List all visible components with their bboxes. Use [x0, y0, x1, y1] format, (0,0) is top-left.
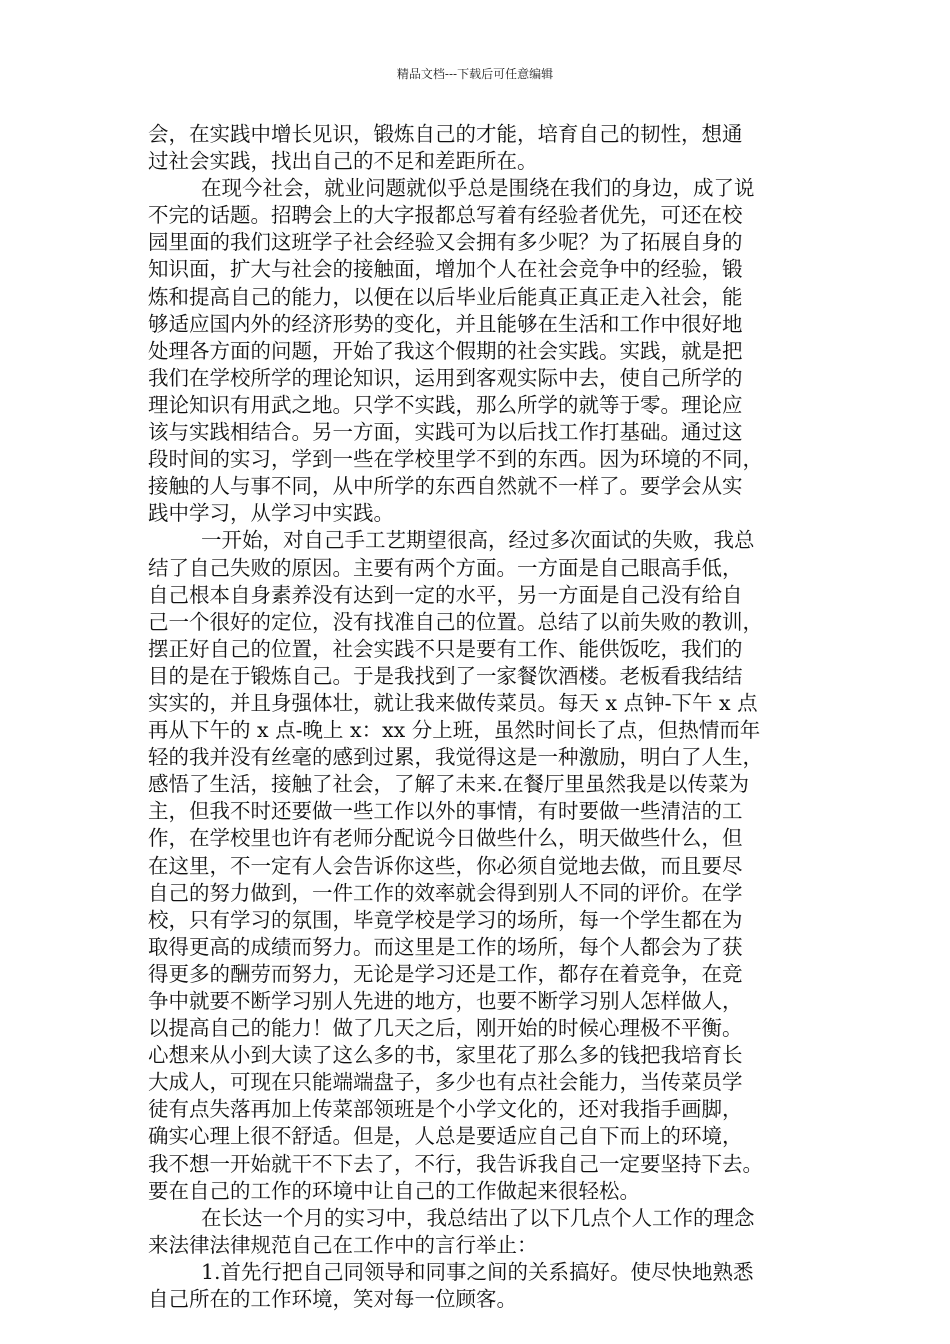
document-body	[148, 121, 830, 1313]
body-line: 作，在学校里也许有老师分配说今日做些什么，明天做些什么，但	[148, 826, 743, 851]
body-line: 在这里，不一定有人会告诉你这些，你必须自觉地去做，而且要尽	[148, 853, 743, 878]
paragraph-start-line: 在现今社会，就业问题就似乎总是围绕在我们的身边，成了说	[201, 176, 755, 201]
body-line: 实实的，并且身强体壮，就让我来做传菜员。每天 x 点钟-下午 x 点	[148, 690, 758, 715]
body-line: 炼和提高自己的能力，以便在以后毕业后能真正真正走入社会，能	[148, 284, 743, 309]
body-line: 要在自己的工作的环境中让自己的工作做起来很轻松。	[148, 1178, 640, 1203]
body-line: 过社会实践，找出自己的不足和差距所在。	[148, 149, 538, 174]
body-line: 再从下午的 x 点-晚上 x：xx 分上班，虽然时间长了点，但热情而年	[148, 718, 761, 743]
paragraph-start-line: 在长达一个月的实习中，我总结出了以下几点个人工作的理念	[201, 1205, 755, 1230]
body-line: 摆正好自己的位置，社会实践不只是要有工作、能供饭吃，我们的	[148, 636, 743, 661]
body-line: 理论知识有用武之地。只学不实践，那么所学的就等于零。理论应	[148, 392, 743, 417]
body-line: 争中就要不断学习别人先进的地方，也要不断学习别人怎样做人，	[148, 989, 743, 1013]
body-line: 自己的努力做到，一件工作的效率就会得到别人不同的评价。在学	[148, 880, 743, 905]
body-line: 取得更高的成绩而努力。而这里是工作的场所，每个人都会为了获	[148, 934, 743, 959]
body-line: 徒有点失落再加上传菜部领班是个小学文化的，还对我指手画脚，	[148, 1097, 743, 1122]
body-line: 知识面，扩大与社会的接触面，增加个人在社会竞争中的经验，锻	[148, 257, 743, 282]
paragraph-start-line: 一开始，对自己手工艺期望很高，经过多次面试的失败，我总	[201, 528, 755, 553]
list-item-line: 1.首先行把自己同领导和同事之间的关系搞好。使尽快地熟悉	[201, 1259, 754, 1284]
body-line: 不完的话题。招聘会上的大字报都总写着有经验者优先，可还在校	[148, 203, 743, 228]
body-line: 自己根本自身素养没有达到一定的水平，另一方面是自己没有给自	[148, 582, 743, 607]
body-line: 确实心理上很不舒适。但是，人总是要适应自己自下而上的环境，	[148, 1124, 743, 1149]
body-line: 段时间的实习，学到一些在学校里学不到的东西。因为环境的不同，	[148, 447, 763, 472]
body-line: 主，但我不时还要做一些工作以外的事情，有时要做一些清洁的工	[148, 799, 743, 824]
body-line: 会，在实践中增长见识，锻炼自己的才能，培育自己的韧性，想通	[148, 122, 743, 146]
body-line: 接触的人与事不同，从中所学的东西自然就不一样了。要学会从实	[148, 474, 743, 499]
body-line: 感悟了生活，接触了社会，了解了未来.在餐厅里虽然我是以传菜为	[148, 772, 750, 797]
body-line: 以提高自己的能力！做了几天之后，刚开始的时候心理极不平衡。	[148, 1016, 743, 1041]
body-line: 园里面的我们这班学子社会经验又会拥有多少呢？为了拓展自身的	[148, 230, 743, 255]
page-header: 精品文档---下载后可任意编辑	[396, 67, 554, 81]
body-line: 轻的我并没有丝毫的感到过累，我觉得这是一种激励，明白了人生，	[148, 745, 763, 770]
body-line: 来法律法律规范自己在工作中的言行举止：	[148, 1232, 538, 1257]
body-line: 该与实践相结合。另一方面，实践可为以后找工作打基础。通过这	[148, 420, 743, 445]
body-line: 目的是在于锻炼自己。于是我找到了一家餐饮酒楼。老板看我结结	[148, 663, 743, 688]
body-line: 践中学习，从学习中实践。	[148, 501, 394, 526]
body-line: 我不想一开始就干不下去了，不行，我告诉我自己一定要坚持下去。	[148, 1151, 763, 1176]
body-line: 够适应国内外的经济形势的变化，并且能够在生活和工作中很好地	[148, 311, 743, 336]
body-line: 大成人，可现在只能端端盘子，多少也有点社会能力，当传菜员学	[148, 1070, 743, 1095]
body-line: 结了自己失败的原因。主要有两个方面。一方面是自己眼高手低，	[148, 555, 743, 580]
body-line: 处理各方面的问题，开始了我这个假期的社会实践。实践，就是把	[148, 338, 743, 363]
body-line: 得更多的酬劳而努力，无论是学习还是工作，都存在着竞争，在竞	[148, 961, 743, 986]
body-line: 己一个很好的定位，没有找准自己的位置。总结了以前失败的教训，	[148, 609, 763, 634]
body-line: 校，只有学习的氛围，毕竟学校是学习的场所，每一个学生都在为	[148, 907, 743, 932]
body-line: 自己所在的工作环境，笑对每一位顾客。	[148, 1287, 517, 1312]
body-line: 我们在学校所学的理论知识，运用到客观实际中去，使自己所学的	[148, 365, 743, 390]
body-line: 心想来从小到大读了这么多的书，家里花了那么多的钱把我培育长	[148, 1043, 743, 1068]
